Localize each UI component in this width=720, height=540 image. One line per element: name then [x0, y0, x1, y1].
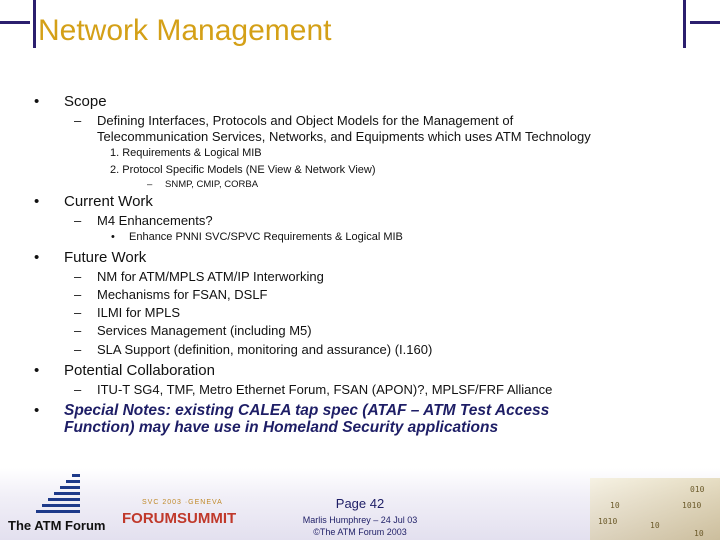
dash: –	[74, 305, 82, 320]
bullet-current: •	[34, 193, 40, 210]
current-item: M4 Enhancements?	[97, 213, 213, 228]
current-sub: Enhance PNNI SVC/SPVC Requirements & Logical MIB	[129, 231, 403, 243]
footer-author: Marlis Humphrey – 24 Jul 03	[302, 515, 418, 525]
corner-bracket-top-left-h	[0, 21, 30, 24]
dash: –	[74, 323, 82, 338]
future-item: ILMI for MPLS	[97, 305, 181, 320]
svg-text:1010: 1010	[682, 501, 702, 510]
scope-numbered-2: 2. Protocol Specific Models (NE View & Network View)	[110, 164, 376, 176]
dash: –	[147, 179, 153, 190]
bullet-collab: •	[34, 362, 40, 379]
bullet-scope: •	[34, 93, 40, 110]
page-number: Page 42	[335, 496, 385, 511]
section-scope-label: Scope	[64, 93, 107, 110]
scope-numbered-1: 1. Requirements & Logical MIB	[110, 147, 262, 159]
bullet-future: •	[34, 249, 40, 266]
dash: –	[74, 269, 82, 284]
dash: –	[74, 213, 82, 228]
corner-bracket-top-right-h	[690, 21, 720, 24]
summit-logo-subtitle: SVC 2003 ·GENEVA	[142, 499, 223, 506]
collab-item: ITU-T SG4, TMF, Metro Ethernet Forum, FSAN (APON)?, MPLSF/FRF Alliance	[97, 382, 553, 397]
atm-forum-logo-icon	[36, 474, 80, 516]
atm-forum-logo-text: The ATM Forum	[8, 518, 106, 533]
svg-text:10: 10	[610, 501, 620, 510]
special-notes	[64, 402, 664, 436]
scope-item-line2: Telecommunication Services, Networks, and Equipments which uses ATM Technology	[97, 129, 591, 144]
dash: –	[74, 287, 82, 302]
binary-graphic-icon	[590, 478, 720, 540]
future-item: Services Management (including M5)	[97, 323, 312, 338]
section-future-label: Future Work	[64, 249, 147, 266]
scope-sub: SNMP, CMIP, CORBA	[165, 179, 259, 190]
future-item: NM for ATM/MPLS ATM/IP Interworking	[97, 269, 324, 284]
section-current-label: Current Work	[64, 193, 153, 210]
special-notes-line2: Function) may have use in Homeland Security applications	[64, 419, 499, 436]
section-collab-label: Potential Collaboration	[64, 362, 215, 379]
slide-title: Network Management	[38, 14, 332, 47]
svg-text:010: 010	[690, 485, 705, 494]
future-item: Mechanisms for FSAN, DSLF	[97, 287, 268, 302]
corner-bracket-top-left-v	[33, 0, 36, 48]
svg-text:1010: 1010	[598, 517, 618, 526]
footer-copyright: ©The ATM Forum 2003	[313, 527, 407, 537]
svg-text:10: 10	[650, 521, 660, 530]
summit-logo-text: FORUMSUMMIT	[122, 510, 237, 527]
corner-bracket-top-right-v	[683, 0, 686, 48]
special-notes-line1: Special Notes: existing CALEA tap spec (ATAF – ATM Test Access	[64, 402, 550, 419]
dash: –	[74, 113, 82, 128]
svg-text:10: 10	[694, 529, 704, 538]
future-item: SLA Support (definition, monitoring and assurance) (I.160)	[97, 342, 433, 357]
dash: –	[74, 382, 82, 397]
scope-item-line1: Defining Interfaces, Protocols and Object Models for the Management of	[97, 113, 514, 128]
bullet-small: •	[111, 231, 115, 243]
dash: –	[74, 342, 82, 357]
bullet-special: •	[34, 402, 40, 419]
footer-meta	[280, 514, 440, 538]
